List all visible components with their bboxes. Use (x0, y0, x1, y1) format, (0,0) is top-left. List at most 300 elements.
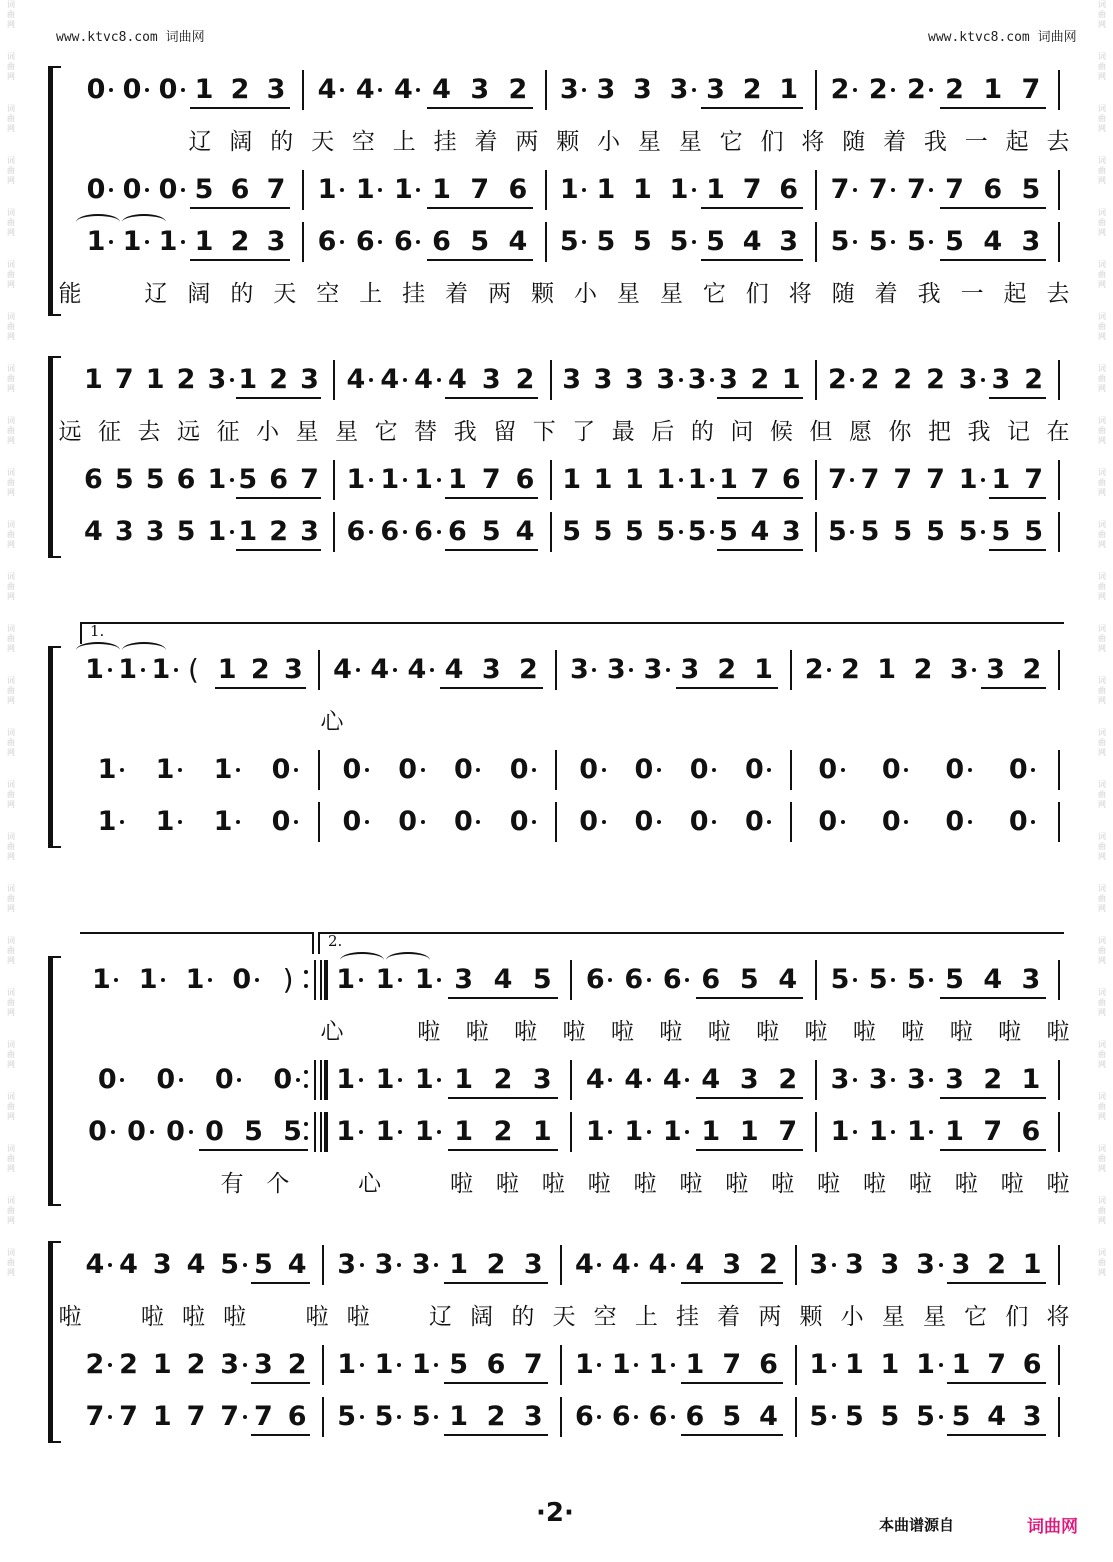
note-1: 1 (701, 1116, 721, 1147)
lyric-char: 远 (177, 419, 201, 445)
note-7: 7 (987, 1349, 1007, 1380)
note-4: 4 (647, 1245, 669, 1285)
watermark-glyph: 网 (7, 956, 15, 965)
note-3: 3 (523, 1401, 543, 1432)
note-3: 3 (680, 654, 700, 685)
barline (815, 170, 817, 210)
watermark-glyph: 曲 (1098, 1050, 1106, 1059)
lyric-char: 啦 (541, 1171, 565, 1197)
barline (815, 460, 817, 500)
watermark-glyph: 网 (7, 20, 15, 29)
watermark-glyph: 词 (1098, 260, 1106, 269)
note-5: 5 (449, 1349, 469, 1380)
note-4: 4 (316, 70, 338, 110)
note-0: 0 (880, 750, 902, 790)
watermark-glyph: 词 (1098, 728, 1106, 737)
note-1: 1 (137, 960, 159, 1000)
watermark-glyph: 曲 (1098, 270, 1106, 279)
eighth-beam (696, 1097, 804, 1099)
note-6: 6 (269, 464, 289, 495)
notation-row (0, 650, 1113, 690)
lyric-char: 心 (320, 709, 344, 735)
note-2: 2 (84, 1345, 106, 1385)
eighth-beam (444, 1282, 548, 1284)
note-2: 2 (119, 1349, 138, 1380)
note-3: 3 (633, 74, 652, 105)
note-3: 3 (284, 654, 303, 685)
watermark-glyph: 词 (7, 1248, 15, 1257)
note-1: 1 (194, 74, 214, 105)
watermark-glyph: 网 (1098, 280, 1106, 289)
note-5: 5 (706, 226, 725, 257)
eighth-beam (236, 397, 321, 399)
note-0: 0 (817, 750, 839, 790)
barline (333, 512, 335, 552)
watermark-glyph: 曲 (7, 1050, 15, 1059)
notation-row (0, 802, 1113, 842)
volta-bracket-prev (80, 932, 314, 954)
watermark-glyph: 网 (1098, 1216, 1106, 1225)
note-3: 3 (948, 650, 970, 690)
eighth-beam (947, 1282, 1046, 1284)
eighth-beam (701, 107, 803, 109)
note-1: 1 (1022, 1249, 1042, 1280)
lyric-char: 但 (809, 419, 833, 445)
lyric-char: 颗 (799, 1304, 823, 1330)
watermark-glyph: 曲 (1098, 1258, 1106, 1267)
note-5: 5 (945, 226, 964, 257)
note-6: 6 (392, 222, 414, 262)
note-1: 1 (739, 1116, 759, 1147)
watermark-glyph: 词 (1098, 416, 1106, 425)
watermark-glyph: 词 (1098, 572, 1106, 581)
eighth-beam (251, 1382, 310, 1384)
note-5: 5 (905, 960, 927, 1000)
note-1: 1 (647, 1345, 669, 1385)
lyric-char: 上 (634, 1304, 658, 1330)
watermark-glyph: 词 (7, 468, 15, 477)
lyric-char: 啦 (756, 1019, 780, 1045)
note-1: 1 (867, 1112, 889, 1152)
note-5: 5 (558, 222, 580, 262)
lyric-char: 上 (359, 281, 383, 307)
note-1: 1 (374, 1060, 396, 1100)
watermark-glyph: 曲 (7, 738, 15, 747)
note-0: 0 (817, 802, 839, 842)
note-0: 0 (85, 70, 107, 110)
note-6: 6 (701, 964, 721, 995)
note-5: 5 (826, 512, 848, 552)
note-4: 4 (983, 964, 1003, 995)
lyric-char: 啦 (587, 1171, 611, 1197)
lyric-char: 起 (1003, 281, 1027, 307)
source-logo[interactable]: 词曲网 (1027, 1517, 1078, 1537)
note-0: 0 (688, 750, 710, 790)
lyric-char: 啦 (949, 1019, 973, 1045)
note-1: 1 (354, 170, 376, 210)
watermark-glyph: 词 (1098, 780, 1106, 789)
note-5: 5 (957, 512, 979, 552)
watermark-glyph: 词 (1098, 520, 1106, 529)
note-1: 1 (685, 1349, 705, 1380)
note-1: 1 (335, 960, 357, 1000)
note-1: 1 (374, 1112, 396, 1152)
watermark-glyph: 词 (7, 728, 15, 737)
eighth-beam (940, 1097, 1047, 1099)
watermark-glyph: 网 (7, 592, 15, 601)
lyric-char: 问 (730, 419, 754, 445)
note-4: 4 (759, 1401, 778, 1432)
lyric-char: 心 (358, 1171, 382, 1197)
note-2: 2 (759, 1249, 778, 1280)
lyric-char: 啦 (465, 1019, 489, 1045)
watermark-glyph: 网 (7, 696, 15, 705)
note-0: 0 (270, 750, 292, 790)
note-1: 1 (633, 174, 652, 205)
note-1: 1 (754, 654, 773, 685)
note-3: 3 (905, 1060, 927, 1100)
note-1: 1 (206, 512, 228, 552)
watermark-glyph: 网 (7, 280, 15, 289)
note-1: 1 (96, 802, 118, 842)
eighth-beam (190, 107, 290, 109)
note-7: 7 (114, 364, 134, 395)
watermark-glyph: 词 (7, 1144, 15, 1153)
note-4: 4 (573, 1245, 595, 1285)
lyric-char: 们 (745, 281, 769, 307)
note-0: 0 (1007, 750, 1029, 790)
note-1: 1 (206, 460, 228, 500)
lyric-char: 啦 (862, 1171, 886, 1197)
lyric-char: 星 (881, 1304, 905, 1330)
watermark-glyph: 曲 (1098, 790, 1106, 799)
note-5: 5 (244, 1116, 263, 1147)
tie-arc (122, 214, 166, 230)
notation-row (0, 1397, 1113, 1437)
lyric-char: 啦 (1046, 1019, 1070, 1045)
note-3: 3 (558, 70, 580, 110)
lyric-char: 的 (511, 1304, 535, 1330)
note-1: 1 (625, 464, 644, 495)
note-2: 2 (893, 364, 913, 395)
note-5: 5 (945, 964, 964, 995)
watermark-glyph: 曲 (1098, 582, 1106, 591)
watermark-glyph: 词 (7, 208, 15, 217)
watermark-glyph: 曲 (1098, 530, 1106, 539)
lyric-char: 它 (719, 129, 743, 155)
watermark-glyph: 词 (7, 416, 15, 425)
lyric-char: 个 (266, 1171, 290, 1197)
note-5: 5 (283, 1116, 302, 1147)
note-1: 1 (238, 364, 258, 395)
watermark-glyph: 网 (1098, 1268, 1106, 1277)
watermark-glyph: 网 (1098, 384, 1106, 393)
note-5: 5 (1021, 174, 1041, 205)
note-4: 4 (685, 1249, 705, 1280)
eighth-beam (947, 1382, 1046, 1384)
watermark-glyph: 网 (7, 72, 15, 81)
lyric-char: 辽 (188, 129, 212, 155)
note-3: 3 (373, 1245, 395, 1285)
lyric-char: 啦 (908, 1171, 932, 1197)
note-6: 6 (573, 1397, 595, 1437)
watermark-glyph: 网 (1098, 332, 1106, 341)
lyric-char: 啦 (140, 1304, 164, 1330)
note-1: 1 (150, 650, 172, 690)
note-1: 1 (623, 1112, 645, 1152)
watermark-glyph: 词 (7, 884, 15, 893)
note-1: 1 (596, 174, 616, 205)
note-1: 1 (610, 1345, 632, 1385)
notation-row (0, 170, 1113, 210)
watermark-glyph: 词 (7, 1196, 15, 1205)
note-4: 4 (742, 226, 762, 257)
eighth-beam (676, 687, 779, 689)
note-5: 5 (176, 516, 196, 547)
watermark-glyph: 曲 (7, 582, 15, 591)
eighth-beam (236, 549, 321, 551)
note-5: 5 (668, 222, 690, 262)
watermark-glyph: 网 (7, 748, 15, 757)
note-0: 0 (155, 1060, 177, 1100)
note-2: 2 (269, 364, 289, 395)
note-1: 1 (336, 1345, 358, 1385)
lyric-char: 两 (488, 281, 512, 307)
lyric-char: 挂 (676, 1304, 699, 1330)
note-2: 2 (1024, 364, 1044, 395)
watermark-glyph: 词 (7, 572, 15, 581)
lyric-char: 啦 (417, 1019, 441, 1045)
note-2: 2 (913, 654, 933, 685)
barline (333, 360, 335, 400)
note-1: 1 (779, 74, 799, 105)
lyric-char: 空 (351, 129, 375, 155)
watermark-glyph: 词 (7, 1040, 15, 1049)
note-6: 6 (413, 512, 435, 552)
watermark-glyph: 曲 (1098, 894, 1106, 903)
lyric-char: 啦 (610, 1019, 634, 1045)
note-1: 1 (915, 1345, 937, 1385)
watermark-glyph: 词 (1098, 208, 1106, 217)
note-3: 3 (596, 74, 616, 105)
lyric-char: 它 (374, 419, 398, 445)
lyric-char: 随 (831, 281, 855, 307)
lyric-char: 空 (593, 1304, 617, 1330)
eighth-beam (427, 207, 534, 209)
note-6: 6 (379, 512, 401, 552)
lyric-char: 的 (270, 129, 294, 155)
note-2: 2 (860, 364, 880, 395)
lyric-char: 们 (760, 129, 784, 155)
lyric-char: 辽 (429, 1304, 452, 1330)
lyric-char: 最 (611, 419, 635, 445)
note-0: 0 (688, 802, 710, 842)
note-3: 3 (593, 364, 613, 395)
eighth-beam (989, 497, 1046, 499)
watermark-glyph: 网 (7, 644, 15, 653)
note-1: 1 (217, 654, 237, 685)
lyric-char: 替 (414, 419, 438, 445)
note-5: 5 (905, 222, 927, 262)
watermark-glyph: 词 (7, 52, 15, 61)
barline (545, 170, 547, 210)
note-1: 1 (194, 226, 214, 257)
lyric-char: 啦 (1046, 1171, 1070, 1197)
note-3: 3 (706, 74, 725, 105)
notation-row (0, 960, 1113, 1000)
lyric-char: 啦 (659, 1019, 683, 1045)
note-7: 7 (893, 464, 913, 495)
note-5: 5 (532, 964, 552, 995)
note-1: 1 (449, 1401, 469, 1432)
note-5: 5 (829, 222, 851, 262)
tie-arc (76, 642, 120, 658)
note-1: 1 (957, 460, 979, 500)
watermark-glyph: 词 (1098, 312, 1106, 321)
paren: ( (188, 653, 199, 686)
watermark-glyph: 网 (7, 1060, 15, 1069)
lyric-char: 小 (573, 281, 597, 307)
lyric-char: 将 (1046, 1304, 1070, 1330)
note-4: 4 (84, 1245, 106, 1285)
watermark-glyph: 曲 (7, 1102, 15, 1111)
lyric-char: 阔 (187, 281, 211, 307)
note-3: 3 (254, 1349, 273, 1380)
barline (1058, 1112, 1060, 1152)
note-5: 5 (915, 1397, 937, 1437)
header-url-right[interactable]: www.ktvc8.com 词曲网 (928, 30, 1077, 45)
note-5: 5 (739, 964, 759, 995)
note-2: 2 (987, 1249, 1007, 1280)
lyric-char: 星 (637, 129, 661, 155)
lyric-char: 阔 (229, 129, 253, 155)
note-1: 1 (96, 750, 118, 790)
lyric-char: 星 (335, 419, 359, 445)
watermark-glyph: 曲 (1098, 738, 1106, 747)
note-5: 5 (867, 222, 889, 262)
note-2: 2 (905, 70, 927, 110)
eighth-beam (199, 1149, 308, 1151)
barline (570, 1060, 572, 1100)
lyric-char: 把 (927, 419, 951, 445)
note-1: 1 (152, 1401, 172, 1432)
watermark-glyph: 曲 (1098, 1206, 1106, 1215)
watermark-glyph: 曲 (7, 790, 15, 799)
watermark-glyph: 词 (7, 832, 15, 841)
eighth-beam (251, 1282, 310, 1284)
note-3: 3 (266, 226, 286, 257)
note-1: 1 (238, 516, 258, 547)
lyric-char: 后 (651, 419, 675, 445)
eighth-beam (696, 997, 804, 999)
barline (318, 750, 320, 790)
note-2: 2 (983, 1064, 1003, 1095)
eighth-beam (448, 1097, 558, 1099)
eighth-beam (445, 397, 539, 399)
lyric-char: 它 (702, 281, 726, 307)
note-0: 0 (944, 802, 966, 842)
lyric-char: 辽 (144, 281, 168, 307)
lyric-char: 起 (1005, 129, 1029, 155)
note-6: 6 (610, 1397, 632, 1437)
note-2: 2 (750, 364, 770, 395)
barline (302, 222, 304, 262)
eighth-beam (940, 207, 1047, 209)
note-5: 5 (991, 516, 1011, 547)
lyric-char: 我 (917, 281, 941, 307)
note-1: 1 (905, 1112, 927, 1152)
notation-row (0, 750, 1113, 790)
note-0: 0 (213, 1060, 235, 1100)
note-1: 1 (85, 222, 107, 262)
note-1: 1 (117, 650, 139, 690)
note-2: 2 (826, 360, 848, 400)
note-2: 2 (486, 1401, 506, 1432)
note-0: 0 (87, 1112, 109, 1152)
note-5: 5 (596, 226, 616, 257)
note-0: 0 (126, 1112, 148, 1152)
note-1: 1 (829, 1112, 851, 1152)
lyric-char: 啦 (852, 1019, 876, 1045)
lyric-char: 星 (678, 129, 702, 155)
note-1: 1 (562, 464, 582, 495)
lyric-char: 两 (758, 1304, 782, 1330)
note-5: 5 (238, 464, 258, 495)
note-1: 1 (573, 1345, 595, 1385)
note-7: 7 (254, 1401, 273, 1432)
note-5: 5 (114, 464, 134, 495)
lyric-char: 天 (273, 281, 297, 307)
note-3: 3 (481, 364, 501, 395)
note-3: 3 (152, 1249, 172, 1280)
eighth-beam (681, 1282, 784, 1284)
lyric-char: 啦 (707, 1019, 731, 1045)
notation-row (0, 1060, 1113, 1100)
note-7: 7 (826, 460, 848, 500)
note-7: 7 (750, 464, 770, 495)
note-1: 1 (593, 464, 613, 495)
note-0: 0 (121, 70, 143, 110)
header-url-left[interactable]: www.ktvc8.com 词曲网 (56, 30, 205, 45)
watermark-glyph: 网 (7, 436, 15, 445)
barline (322, 1245, 324, 1285)
note-0: 0 (341, 750, 363, 790)
eighth-beam (981, 687, 1046, 689)
note-7: 7 (778, 1116, 798, 1147)
note-0: 0 (270, 802, 292, 842)
note-6: 6 (623, 960, 645, 1000)
note-7: 7 (829, 170, 851, 210)
watermark-glyph: 曲 (1098, 634, 1106, 643)
note-1: 1 (413, 460, 435, 500)
eighth-beam (681, 1434, 784, 1436)
lyric-char: 着 (883, 129, 907, 155)
note-5: 5 (562, 516, 582, 547)
note-7: 7 (945, 174, 964, 205)
note-3: 3 (1021, 226, 1041, 257)
watermark-glyph: 网 (1098, 956, 1106, 965)
repeat-dots (304, 1122, 308, 1150)
volta-bracket (318, 932, 1064, 954)
note-0: 0 (397, 750, 419, 790)
note-6: 6 (1022, 1349, 1042, 1380)
note-5: 5 (336, 1397, 358, 1437)
watermark-glyph: 词 (1098, 676, 1106, 685)
lyric-char: 随 (842, 129, 866, 155)
note-3: 3 (642, 650, 664, 690)
note-0: 0 (397, 802, 419, 842)
lyric-char: 征 (216, 419, 240, 445)
